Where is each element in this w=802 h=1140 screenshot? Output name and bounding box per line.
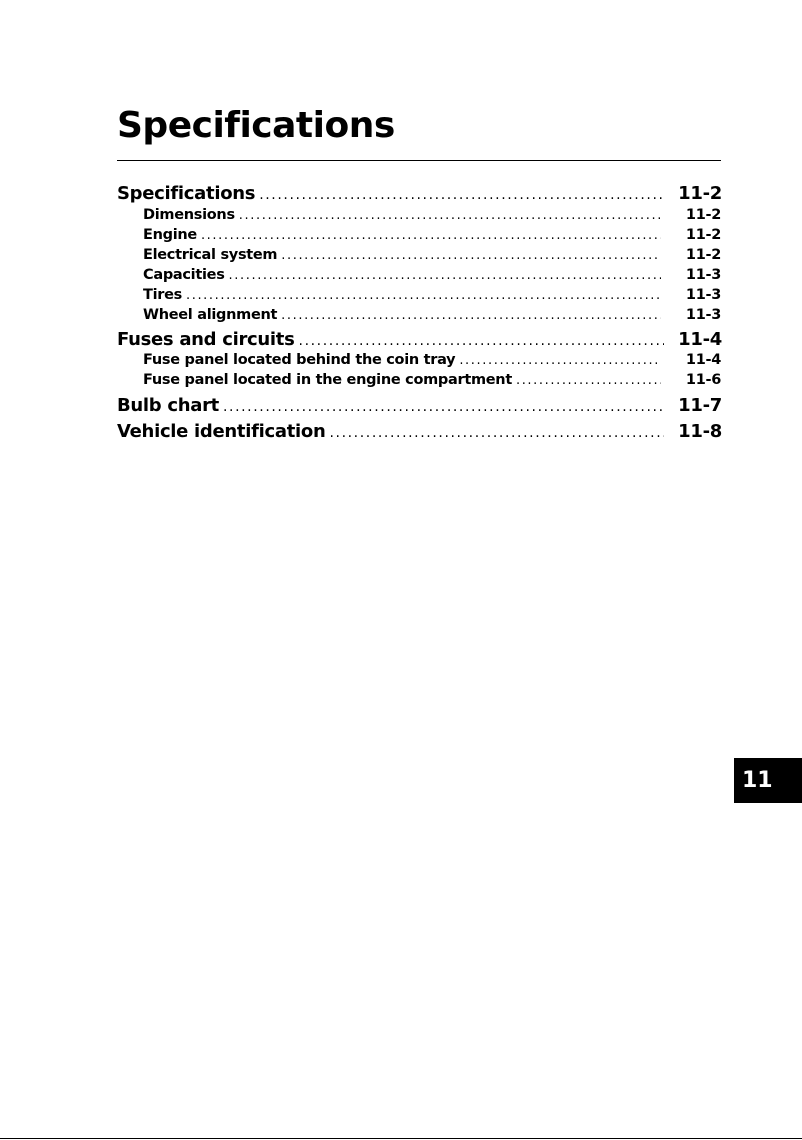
toc-entry-page: 11-2: [685, 207, 721, 223]
toc-entry-label: Fuses and circuits: [117, 329, 295, 350]
toc-entry-page: 11-3: [685, 267, 721, 283]
toc-entry-label: Wheel alignment: [143, 307, 278, 323]
toc-entry-engine[interactable]: [143, 227, 721, 243]
page-bottom-divider: [0, 1138, 802, 1139]
toc-entry-page: 11-4: [685, 352, 721, 368]
toc-entry-label: Vehicle identification: [117, 421, 326, 442]
toc-entry-page: 11-2: [685, 227, 721, 243]
toc-entry-page: 11-4: [678, 329, 722, 350]
toc-dot-leader: [281, 308, 661, 323]
toc-dot-leader: [299, 333, 664, 349]
toc-entry-label: Electrical system: [143, 247, 278, 263]
toc-dot-leader: [259, 187, 664, 203]
toc-dot-leader: [516, 373, 661, 388]
toc-entry-label: Specifications: [117, 183, 256, 204]
toc-entry-tires[interactable]: [143, 287, 721, 303]
toc-dot-leader: [459, 353, 661, 368]
toc-dot-leader: [229, 268, 661, 283]
toc-entry-page: 11-3: [685, 307, 721, 323]
title-divider: [117, 160, 721, 161]
page-title: Specifications: [117, 105, 395, 146]
toc-entry-label: Engine: [143, 227, 197, 243]
toc-entry-bulb-chart[interactable]: [117, 395, 722, 416]
toc-entry-page: 11-7: [678, 395, 722, 416]
toc-entry-label: Capacities: [143, 267, 225, 283]
toc-entry-page: 11-8: [678, 421, 722, 442]
toc-entry-wheel-alignment[interactable]: [143, 307, 721, 323]
toc-entry-specifications[interactable]: [117, 183, 722, 204]
toc-dot-leader: [186, 288, 661, 303]
toc-entry-label: Bulb chart: [117, 395, 219, 416]
toc-entry-vehicle-identification[interactable]: [117, 421, 722, 442]
toc-entry-capacities[interactable]: [143, 267, 721, 283]
toc-entry-label: Fuse panel located in the engine compartment: [143, 372, 512, 388]
toc-entry-page: 11-3: [685, 287, 721, 303]
toc-dot-leader: [281, 248, 661, 263]
toc-entry-page: 11-6: [685, 372, 721, 388]
toc-dot-leader: [201, 228, 661, 243]
toc-entry-label: Dimensions: [143, 207, 235, 223]
toc-entry-page: 11-2: [685, 247, 721, 263]
toc-entry-label: Tires: [143, 287, 182, 303]
chapter-tab: [734, 758, 802, 803]
toc-entry-fuse-panel-coin-tray[interactable]: [143, 352, 721, 368]
toc-entry-dimensions[interactable]: [143, 207, 721, 223]
toc-entry-page: 11-2: [678, 183, 722, 204]
toc-dot-leader: [239, 208, 661, 223]
toc-dot-leader: [329, 425, 664, 441]
toc-entry-fuse-panel-engine-compartment[interactable]: [143, 372, 721, 388]
chapter-tab-number: 11: [742, 768, 773, 793]
toc-dot-leader: [223, 399, 664, 415]
toc-entry-electrical-system[interactable]: [143, 247, 721, 263]
toc-entry-fuses-and-circuits[interactable]: [117, 329, 722, 350]
toc-entry-label: Fuse panel located behind the coin tray: [143, 352, 456, 368]
